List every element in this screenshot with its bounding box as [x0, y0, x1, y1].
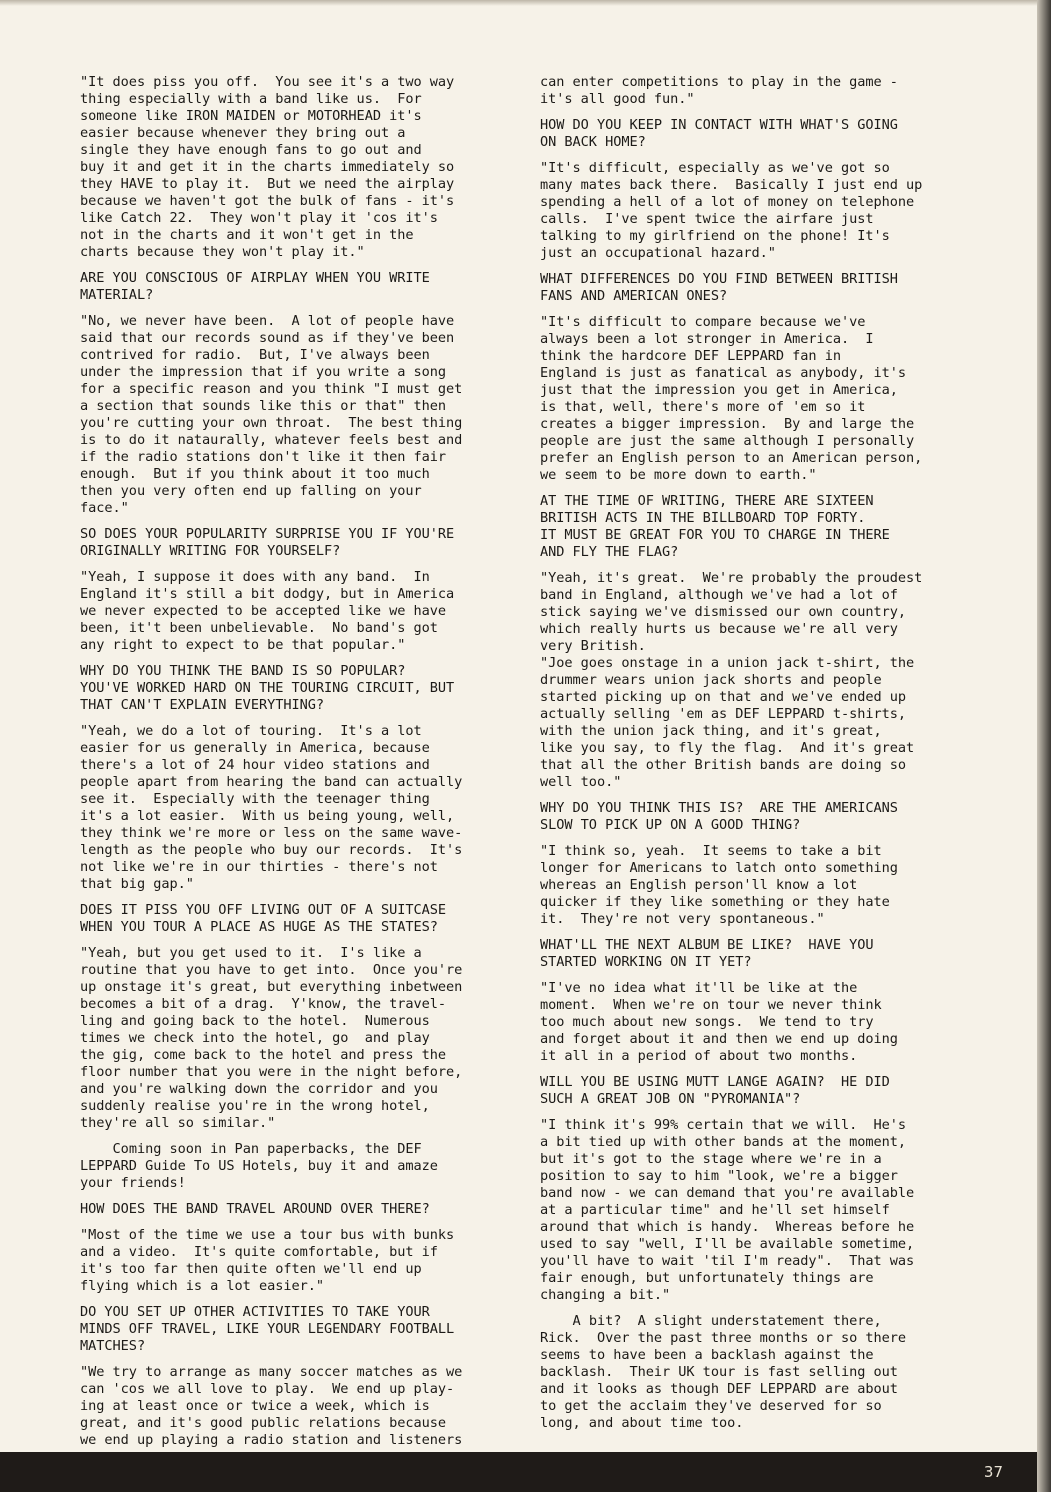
question-heading: DO YOU SET UP OTHER ACTIVITIES TO TAKE YOUR MINDS OFF TRAVEL, LIKE YOUR LEGENDARY FOOTBALL MATCHES? — [80, 1304, 455, 1354]
answer-paragraph: "It's difficult, especially as we've got so many mates back there. Basically I just end up spending a hell of a lot of money on telephone calls. I've spent twice the airfare just talking to my girlfriend on the phone! It's just an occupational hazard." — [540, 160, 923, 261]
question-heading: WHY DO YOU THINK THE BAND IS SO POPULAR? YOU'VE WORKED HARD ON THE TOURING CIRCUIT, BUT THAT CAN'T EXPLAIN EVERYTHING? — [80, 663, 455, 713]
answer-paragraph: "It's difficult to compare because we've always been a lot stronger in America. I think the hardcore DEF LEPPARD fan in England is just as fanatical as anybody, it's just that the impression you get in America, is that, well, there's more of 'em so it creates a bigger impression. By and large the people are just the same although I personally prefer an English person to an American person, we seem to be more down to earth." — [540, 314, 923, 483]
answer-paragraph: "Yeah, it's great. We're probably the proudest band in England, although we've had a lot of stick saying we've dismissed our own country, which really hurts us because we're all very very British. "Joe goes onstage in a union jack t-shirt, the drummer wears union jack shorts and people started picking up on that and we've ended up actually selling 'em as DEF LEPPARD t-shirts, with the union jack thing, and it's great, like you say, to fly the flag. And it's great that all the other British bands are doing so well too." — [540, 570, 923, 790]
question-heading: WILL YOU BE USING MUTT LANGE AGAIN? HE DID SUCH A GREAT JOB ON "PYROMANIA"? — [540, 1074, 890, 1107]
question-heading: DOES IT PISS YOU OFF LIVING OUT OF A SUITCASE WHEN YOU TOUR A PLACE AS HUGE AS THE STATES? — [80, 902, 447, 935]
answer-paragraph: can enter competitions to play in the game - it's all good fun." — [540, 74, 898, 107]
question-heading: HOW DOES THE BAND TRAVEL AROUND OVER THERE? — [80, 1201, 430, 1217]
answer-paragraph: "Yeah, we do a lot of touring. It's a lot easier for us generally in America, because there's a lot of 24 hour video stations and people apart from hearing the band can actually see it. Especially with the teenager thing it's a lot easier. With us being young, well, they think we're more or less on the same wave- length as the people who buy our records. It's not like we're in our thirties - there's not that big gap." — [80, 723, 463, 892]
left-column — [80, 74, 526, 1458]
page-binding-edge — [1037, 0, 1051, 1492]
page-number: 37 — [983, 1463, 1003, 1481]
answer-paragraph: "I've no idea what it'll be like at the moment. When we're on tour we never think too much about new songs. We tend to try and forget about it and then we end up doing it all in a period of about two months. — [540, 980, 898, 1064]
answer-paragraph: "Most of the time we use a tour bus with bunks and a video. It's quite comfortable, but if it's too far then quite often we'll end up flying which is a lot easier." — [80, 1227, 455, 1294]
answer-paragraph: "I think so, yeah. It seems to take a bit longer for Americans to latch onto something whereas an English person'll know a lot quicker if they like something or they hate it. They're not very spontaneous." — [540, 843, 898, 927]
question-heading: WHY DO YOU THINK THIS IS? ARE THE AMERICANS SLOW TO PICK UP ON A GOOD THING? — [540, 800, 898, 833]
answer-paragraph: "No, we never have been. A lot of people have said that our records sound as if they've been contrived for radio. But, I've always been under the impression that if you write a song for a specific reason and you think "I must get a section that sounds like this or that" then you're cutting your own throat. The best thing is to do it nataurally, whatever feels best and if the radio stations don't like it then fair enough. But if you think about it too much then you very often end up falling on your face." — [80, 313, 463, 516]
answer-paragraph: "Yeah, I suppose it does with any band. In England it's still a bit dodgy, but in America we never expected to be accepted like we have been, it't been unbelievable. No band's got any right to expect to be that popular." — [80, 569, 455, 653]
page-footer-bar — [0, 1452, 1037, 1492]
question-heading: WHAT'LL THE NEXT ALBUM BE LIKE? HAVE YOU STARTED WORKING ON IT YET? — [540, 937, 874, 970]
answer-paragraph: "I think it's 99% certain that we will. He's a bit tied up with other bands at the moment, but it's got to the stage where we're in a position to say to him "look, we're a bigger band now - we can demand that you're available at a particular time" and he'll set himself around that which is handy. Whereas before he used to say "well, I'll be available sometime, you'll have to wait 'til I'm ready". That was fair enough, but unfortunately things are changing a bit." — [540, 1117, 915, 1303]
question-heading: ARE YOU CONSCIOUS OF AIRPLAY WHEN YOU WRITE MATERIAL? — [80, 270, 430, 303]
editorial-conclusion: A bit? A slight understatement there, Rick. Over the past three months or so there seems to have been a backlash against the backlash. Their UK tour is fast selling out and it looks as though DEF LEPPARD are about to get the acclaim they've deserved for so long, and about time too. — [540, 1313, 907, 1431]
right-column — [540, 74, 986, 1441]
question-heading: SO DOES YOUR POPULARITY SURPRISE YOU IF YOU'RE ORIGINALLY WRITING FOR YOURSELF? — [80, 526, 455, 559]
answer-paragraph: "It does piss you off. You see it's a two way thing especially with a band like us. For someone like IRON MAIDEN or MOTORHEAD it's easier because whenever they bring out a single they have enough fans to go out and buy it and get it in the charts immediately so they HAVE to play it. But we need the airplay because we haven't got the bulk of fans - it's like Catch 22. They won't play it 'cos it's not in the charts and it won't get in the charts because they won't play it." — [80, 74, 455, 260]
answer-paragraph: "We try to arrange as many soccer matches as we can 'cos we all love to play. We end up play- ing at least once or twice a week, which is great, and it's good public relations because we end up playing a radio station and listeners — [80, 1364, 463, 1448]
question-heading: WHAT DIFFERENCES DO YOU FIND BETWEEN BRITISH FANS AND AMERICAN ONES? — [540, 271, 898, 304]
question-heading: HOW DO YOU KEEP IN CONTACT WITH WHAT'S GOING ON BACK HOME? — [540, 117, 898, 150]
page-top-edge — [0, 0, 1051, 6]
editorial-aside: Coming soon in Pan paperbacks, the DEF LEPPARD Guide To US Hotels, buy it and amaze your friends! — [80, 1141, 438, 1191]
question-heading: AT THE TIME OF WRITING, THERE ARE SIXTEEN BRITISH ACTS IN THE BILLBOARD TOP FORTY. IT MUST BE GREAT FOR YOU TO CHARGE IN THERE AND FLY THE FLAG? — [540, 493, 890, 560]
answer-paragraph: "Yeah, but you get used to it. I's like a routine that you have to get into. Once you're up onstage it's great, but everything inbetween becomes a bit of a drag. Y'know, the travel- ling and going back to the hotel. Numerous times we check into the hotel, go and play the gig, come back to the hotel and press the floor number that you were in the night before, and you're walking down the corridor and you suddenly realise you're in the wrong hotel, they're all so similar." — [80, 945, 463, 1131]
